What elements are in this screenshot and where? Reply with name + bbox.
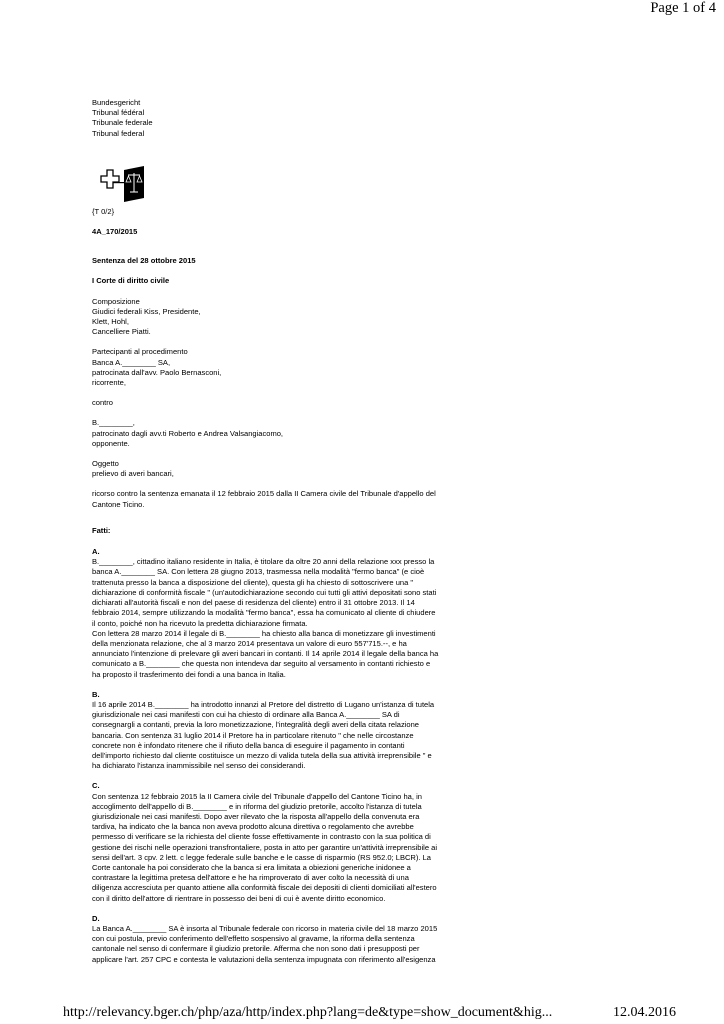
- appeal-against-block: [92, 489, 512, 509]
- court-name: Tribunal fédéral: [92, 108, 145, 118]
- fact-text-line: giurisdizionale nei casi manifesti con cui ha chiesto di ordinare alla Banca A.________ SA di: [92, 710, 400, 720]
- fact-text-line: con il diritto dell'attore di rientrare in possesso dei beni di cui è avente diritto economico.: [92, 893, 386, 903]
- fact-text-line: della menzionata relazione, che al 3 marzo 2014 presentava un valore di euro 557'715.--, e ha: [92, 638, 407, 648]
- chamber-heading: I Corte di diritto civile: [92, 276, 170, 286]
- appeal-line: ricorso contro la sentenza emanata il 12 febbraio 2015 dalla II Camera civile del Tribunale d'appello del: [92, 489, 436, 499]
- respondent-line: patrocinato dagli avv.ti Roberto e Andrea Valsangiacomo,: [92, 428, 284, 438]
- fact-text-line: il conto, poiché non ha ricevuto la predetta dichiarazione firmata.: [92, 618, 308, 628]
- fact-text-line: ha dichiarato l'istanza inammissibile nel senso dei considerandi.: [92, 761, 306, 771]
- fact-text-line: accoglimento dell'appello di B.________ e in riforma del giudizio pretorile, accolto l'istanza di tutela: [92, 801, 422, 811]
- fact-text-line: giurisdizionale nei casi manifesti. Dopo aver rilevato che la risposta all'appello della convenuta era: [92, 811, 420, 821]
- fact-text-line: concrete non è infondato ritenere che il rifiuto della banca di eseguire il pagamento in contanti: [92, 740, 405, 750]
- fact-letter: C.: [92, 781, 100, 791]
- footer-date: 12.04.2016: [613, 1005, 676, 1020]
- fact-text-line: applicare l'art. 257 CPC e contesta le valutazioni della sentenza impugnata con riferimento all'esigenza: [92, 954, 436, 964]
- respondent-line: opponente.: [92, 438, 130, 448]
- fact-text-line: con cui postula, previo conferimento dell'effetto sospensivo al gravame, la riforma della sentenza: [92, 934, 415, 944]
- fact-text-line: Il 16 aprile 2014 B.________ ha introdotto innanzi al Pretore del distretto di Lugano un'istanza di tutela: [92, 699, 435, 709]
- fact-text-line: banca A.________ SA. Con lettera 28 giugno 2013, trasmessa nella modalità "fermo banca" (e cioè: [92, 567, 425, 577]
- fact-text-line: trattenuta presso la banca a disposizione del cliente), questa gli ha chiesto di sottoscrivere una ": [92, 577, 414, 587]
- fact-text-line: ha proposto il trasferimento dei fondi a una banca in Italia.: [92, 669, 286, 679]
- fact-text-line: comunicato a B.________ che questa non intendeva dar seguito al versamento in contanti richiesto e: [92, 659, 431, 669]
- versus-label: contro: [92, 398, 113, 408]
- fact-text-line: contrastare la legittima pretesa dell'attore e he ha rimproverato di aver colto la necessità di una: [92, 873, 409, 883]
- subject-line: Oggetto: [92, 459, 119, 469]
- respondent-line: B.________,: [92, 418, 135, 428]
- case-number: 4A_170/2015: [92, 227, 138, 237]
- composition-line: Giudici federali Kiss, Presidente,: [92, 306, 201, 316]
- fact-text-line: Corte cantonale ha poi considerato che la banca si era limitata a obiezioni generiche inidonee a: [92, 862, 411, 872]
- fact-text-line: dell'importo richiesto dal cliente costituisce un mezzo di valida tutela della sua attività irreprensibile " e: [92, 750, 432, 760]
- court-name: Bundesgericht: [92, 98, 141, 107]
- court-names: [92, 98, 512, 139]
- subject-block: [92, 459, 512, 479]
- swiss-court-emblem-icon: [92, 162, 156, 206]
- fact-text-line: diligenza accresciuta per quanto attiene alla conformità fiscale dei depositi di clienti domiciliati all'estero: [92, 883, 437, 893]
- court-name: Tribunale federale: [92, 118, 153, 128]
- composition-line: Composizione: [92, 296, 140, 306]
- appellant-line: Banca A.________ SA,: [92, 357, 171, 367]
- fact-text-line: dichiarati all'autorità fiscali e non del paese di residenza del cliente) entro il 31 ottobre 2013. Il 14: [92, 598, 415, 608]
- court-name: Tribunal federal: [92, 128, 145, 138]
- fact-text-line: consegnargli a contanti, previa la loro monetizzazione, l'integralità degli averi della citata relazione: [92, 720, 419, 730]
- fact-section: [92, 781, 512, 903]
- page-number: Page 1 of 4: [650, 0, 716, 16]
- fact-text-line: febbraio 2014, sempre utilizzando la modalità "fermo banca", essa ha comunicato al cliente di chiudere: [92, 608, 436, 618]
- appellant-line: ricorrente,: [92, 378, 126, 388]
- parties-heading: Partecipanti al procedimento: [92, 347, 188, 357]
- fact-text-line: permesso di verificare se la richiesta del cliente fosse effettivamente in contrasto con la sua politica di: [92, 832, 431, 842]
- composition-line: Klett, Hohl,: [92, 317, 129, 327]
- fact-letter: B.: [92, 689, 100, 699]
- fact-section: [92, 547, 512, 680]
- footer-url: http://relevancy.bger.ch/php/aza/http/index.php?lang=de&type=show_document&hig...: [63, 1005, 553, 1020]
- fact-text-line: B.________, cittadino italiano residente in Italia, è titolare da oltre 20 anni della relazione xxx presso la: [92, 557, 435, 567]
- appellant-line: patrocinata dall'avv. Paolo Bernasconi,: [92, 367, 222, 377]
- fact-text-line: tardiva, ha indicato che la banca non aveva prodotto alcuna direttiva o regolamento che avrebbe: [92, 822, 414, 832]
- fact-text-line: gestione dei rischi nelle operazioni transfrontaliere, posta in atto per garantire un'attività irreprensibile ai: [92, 842, 438, 852]
- fact-text-line: annunciato l'intenzione di prelevare gli averi bancari in contanti. Il 14 aprile 2014 il legale della banca ha: [92, 649, 439, 659]
- fact-letter: D.: [92, 913, 100, 923]
- appeal-line: Cantone Ticino.: [92, 499, 145, 509]
- composition-line: Cancelliere Piatti.: [92, 327, 151, 337]
- court-code: {T 0/2}: [92, 206, 115, 216]
- fact-text-line: cantonale nel senso di confermare il giudizio pretorile. Afferma che non sono dati i presupposti per: [92, 944, 420, 954]
- fact-text-line: La Banca A.________ SA è insorta al Tribunale federale con ricorso in materia civile del 18 marzo 2015: [92, 923, 438, 933]
- fact-text-line: Con lettera 28 marzo 2014 il legale di B.________ ha chiesto alla banca di monetizzare gli investimenti: [92, 628, 436, 638]
- composition-block: [92, 297, 512, 338]
- decision-date-heading: Sentenza del 28 ottobre 2015: [92, 256, 196, 266]
- fact-text-line: sensi dell'art. 3 cpv. 2 lett. c legge federale sulle banche e le casse di risparmio (RS 952.0; LBCR). La: [92, 852, 431, 862]
- facts-sections: [92, 547, 512, 965]
- fact-text-line: bancaria. Con sentenza 31 luglio 2014 il Pretore ha in particolare ritenuto " che nelle circostanze: [92, 730, 414, 740]
- parties-block: [92, 347, 512, 449]
- facts-heading: Fatti:: [92, 525, 111, 535]
- fact-letter: A.: [92, 547, 100, 557]
- fact-section: [92, 914, 512, 965]
- document-body: [92, 98, 512, 965]
- subject-line: prelievo di averi bancari,: [92, 469, 174, 479]
- fact-section: [92, 690, 512, 772]
- fact-text-line: dichiarazione di conformità fiscale " (un'autodichiarazione secondo cui tutti gli attivi depositati sono stati: [92, 587, 437, 597]
- fact-text-line: Con sentenza 12 febbraio 2015 la II Camera civile del Tribunale d'appello del Cantone Ticino ha, in: [92, 791, 422, 801]
